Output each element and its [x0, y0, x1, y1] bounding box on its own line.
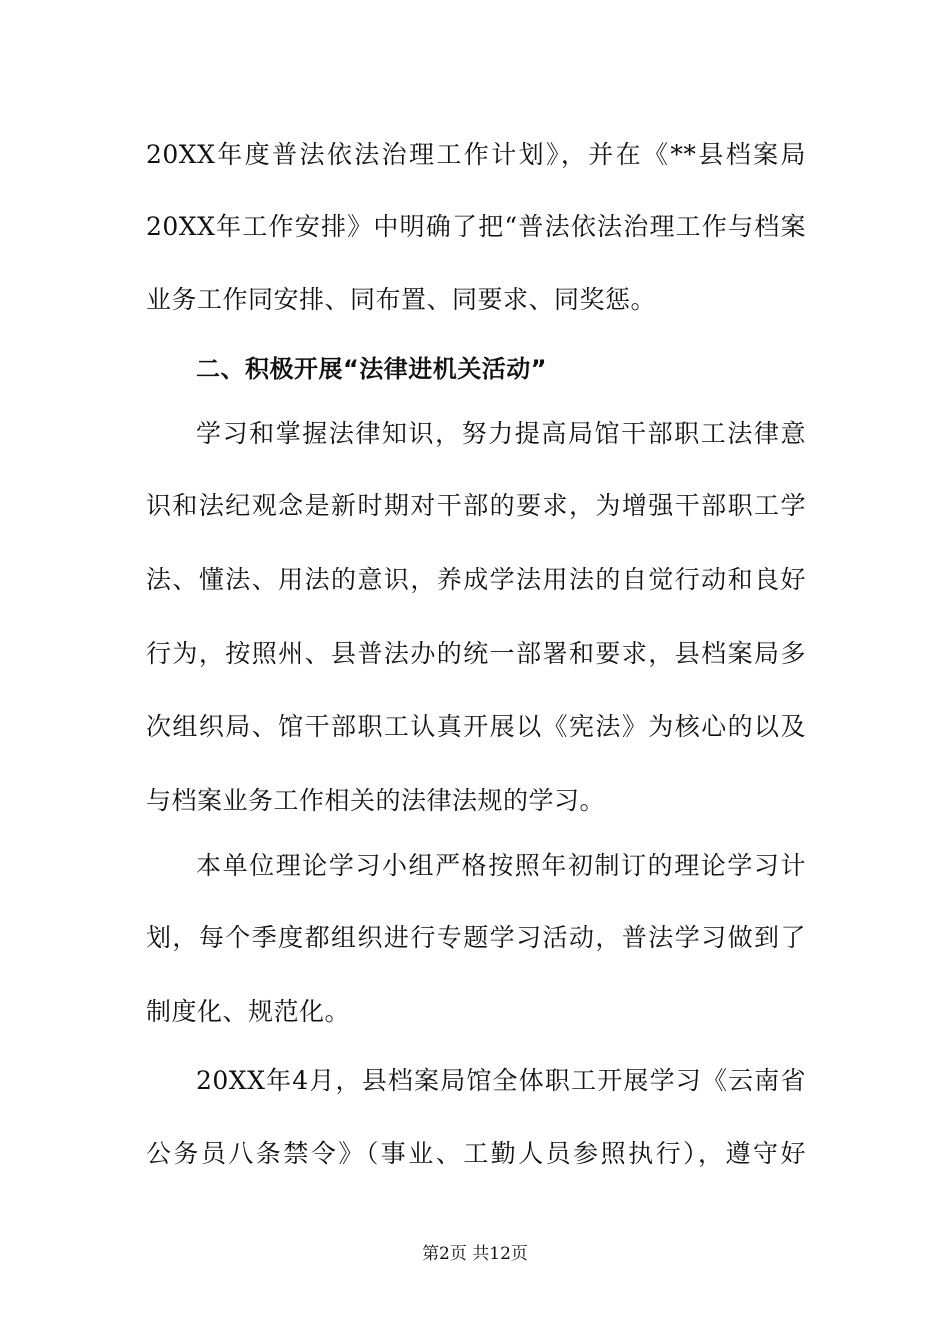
text-line: 法、懂法、用法的意识，养成学法用法的自觉行动和良好: [146, 565, 806, 594]
text-line: 20XX年度普法依法治理工作计划》，并在《**县档案局: [146, 140, 806, 169]
text-line: 20XX年4月，县档案局馆全体职工开展学习《云南省: [196, 1066, 806, 1095]
text-line: 学习和掌握法律知识，努力提高局馆干部职工法律意: [196, 419, 806, 448]
text-line: 业务工作同安排、同布置、同要求、同奖惩。: [146, 285, 657, 314]
text-line: 次组织局、馆干部职工认真开展以《宪法》为核心的以及: [146, 712, 806, 741]
text-line: 制度化、规范化。: [146, 997, 351, 1026]
text-line: 与档案业务工作相关的法律法规的学习。: [146, 786, 606, 815]
text-line: 本单位理论学习小组严格按照年初制订的理论学习计: [196, 851, 806, 880]
text-line: 识和法纪观念是新时期对干部的要求，为增强干部职工学: [146, 491, 806, 520]
text-line: 20XX年工作安排》中明确了把“普法依法治理工作与档案: [146, 212, 806, 241]
page-footer: 第2页 共12页: [422, 1244, 528, 1264]
text-line: 公务员八条禁令》（事业、工勤人员参照执行），遵守好: [146, 1139, 806, 1168]
section-heading: 二、积极开展“法律进机关活动”: [196, 355, 548, 383]
text-line: 行为，按照州、县普法办的统一部署和要求，县档案局多: [146, 639, 806, 668]
text-line: 划，每个季度都组织进行专题学习活动，普法学习做到了: [146, 923, 806, 952]
